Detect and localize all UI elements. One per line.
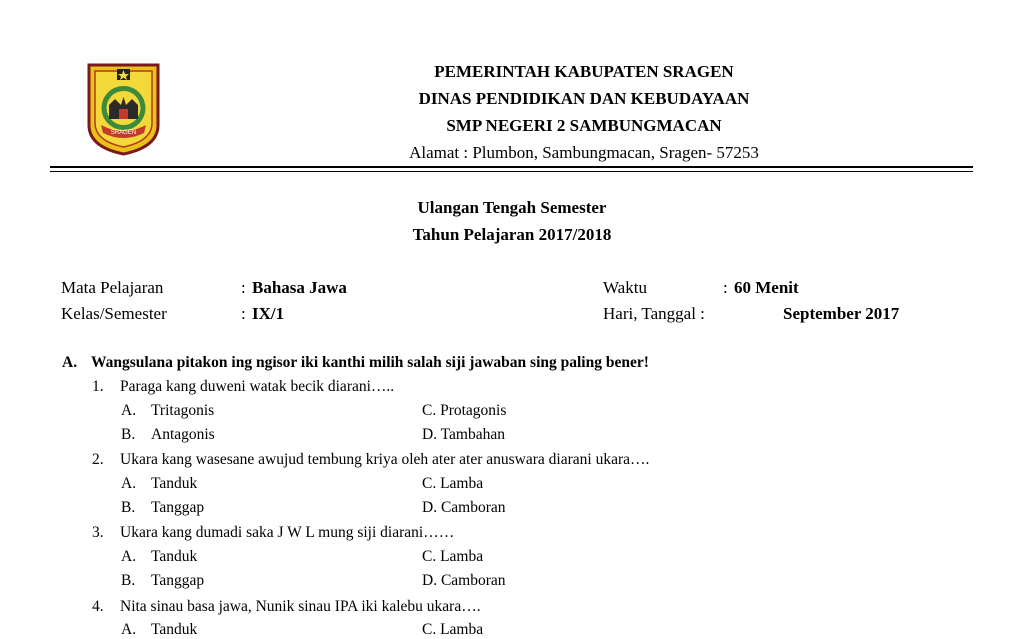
header-department: DINAS PENDIDIKAN DAN KEBUDAYAAN xyxy=(418,89,750,108)
option-a: Tanduk xyxy=(151,548,198,565)
option-c: C. Lamba xyxy=(422,621,484,638)
subject-value: Bahasa Jawa xyxy=(252,278,347,297)
option-c: C. Lamba xyxy=(422,475,484,492)
option-letter: A. xyxy=(121,402,137,419)
section-a-instruction: Wangsulana pitakon ing ngisor iki kanthi milih salah siji jawaban sing paling bener! xyxy=(91,354,649,371)
question-text: Nita sinau basa jawa, Nunik sinau IPA iki kalebu ukara…. xyxy=(120,598,481,615)
option-a: Tritagonis xyxy=(151,402,215,419)
question-number: 2. xyxy=(92,451,104,468)
option-d: D. Tambahan xyxy=(422,426,505,443)
option-letter: A. xyxy=(121,548,137,565)
question-number: 4. xyxy=(92,598,104,615)
header-divider-thin xyxy=(50,171,973,172)
question-text: Ukara kang wasesane awujud tembung kriya oleh ater ater anuswara diarani ukara…. xyxy=(120,451,650,468)
header-school: SMP NEGERI 2 SAMBUNGMACAN xyxy=(446,116,722,135)
time-separator: : xyxy=(723,278,728,297)
svg-text:SRAGEN: SRAGEN xyxy=(110,130,137,136)
option-c: C. Lamba xyxy=(422,548,484,565)
question-number: 1. xyxy=(92,378,104,395)
class-label: Kelas/Semester xyxy=(61,304,167,323)
option-a: Tanduk xyxy=(151,475,198,492)
exam-title: Ulangan Tengah Semester xyxy=(417,198,607,217)
option-letter: A. xyxy=(121,621,137,638)
option-a: Tanduk xyxy=(151,621,198,638)
option-c: C. Protagonis xyxy=(422,402,507,419)
exam-year: Tahun Pelajaran 2017/2018 xyxy=(412,225,612,244)
question-text: Ukara kang dumadi saka J W L mung siji diarani…… xyxy=(120,524,455,541)
header-divider-thick xyxy=(50,166,973,168)
date-value: September 2017 xyxy=(783,304,900,323)
option-b: Tanggap xyxy=(151,572,205,589)
class-value: IX/1 xyxy=(252,304,285,323)
sragen-regency-emblem xyxy=(87,63,160,156)
class-separator: : xyxy=(241,304,246,323)
option-letter: B. xyxy=(121,572,136,589)
question-text: Paraga kang duweni watak becik diarani….. xyxy=(120,378,395,395)
option-letter: B. xyxy=(121,426,136,443)
option-letter: A. xyxy=(121,475,137,492)
subject-label: Mata Pelajaran xyxy=(61,278,164,297)
option-d: D. Camboran xyxy=(422,572,506,589)
header-address: Alamat : Plumbon, Sambungmacan, Sragen- 57253 xyxy=(409,143,759,162)
header-government: PEMERINTAH KABUPATEN SRAGEN xyxy=(434,62,734,81)
option-b: Tanggap xyxy=(151,499,205,516)
date-label: Hari, Tanggal : xyxy=(603,304,705,323)
question-number: 3. xyxy=(92,524,104,541)
time-label: Waktu xyxy=(603,278,647,297)
time-value: 60 Menit xyxy=(734,278,799,297)
option-b: Antagonis xyxy=(151,426,215,443)
option-letter: B. xyxy=(121,499,136,516)
option-d: D. Camboran xyxy=(422,499,506,516)
subject-separator: : xyxy=(241,278,246,297)
section-a-label: A. xyxy=(62,354,78,371)
